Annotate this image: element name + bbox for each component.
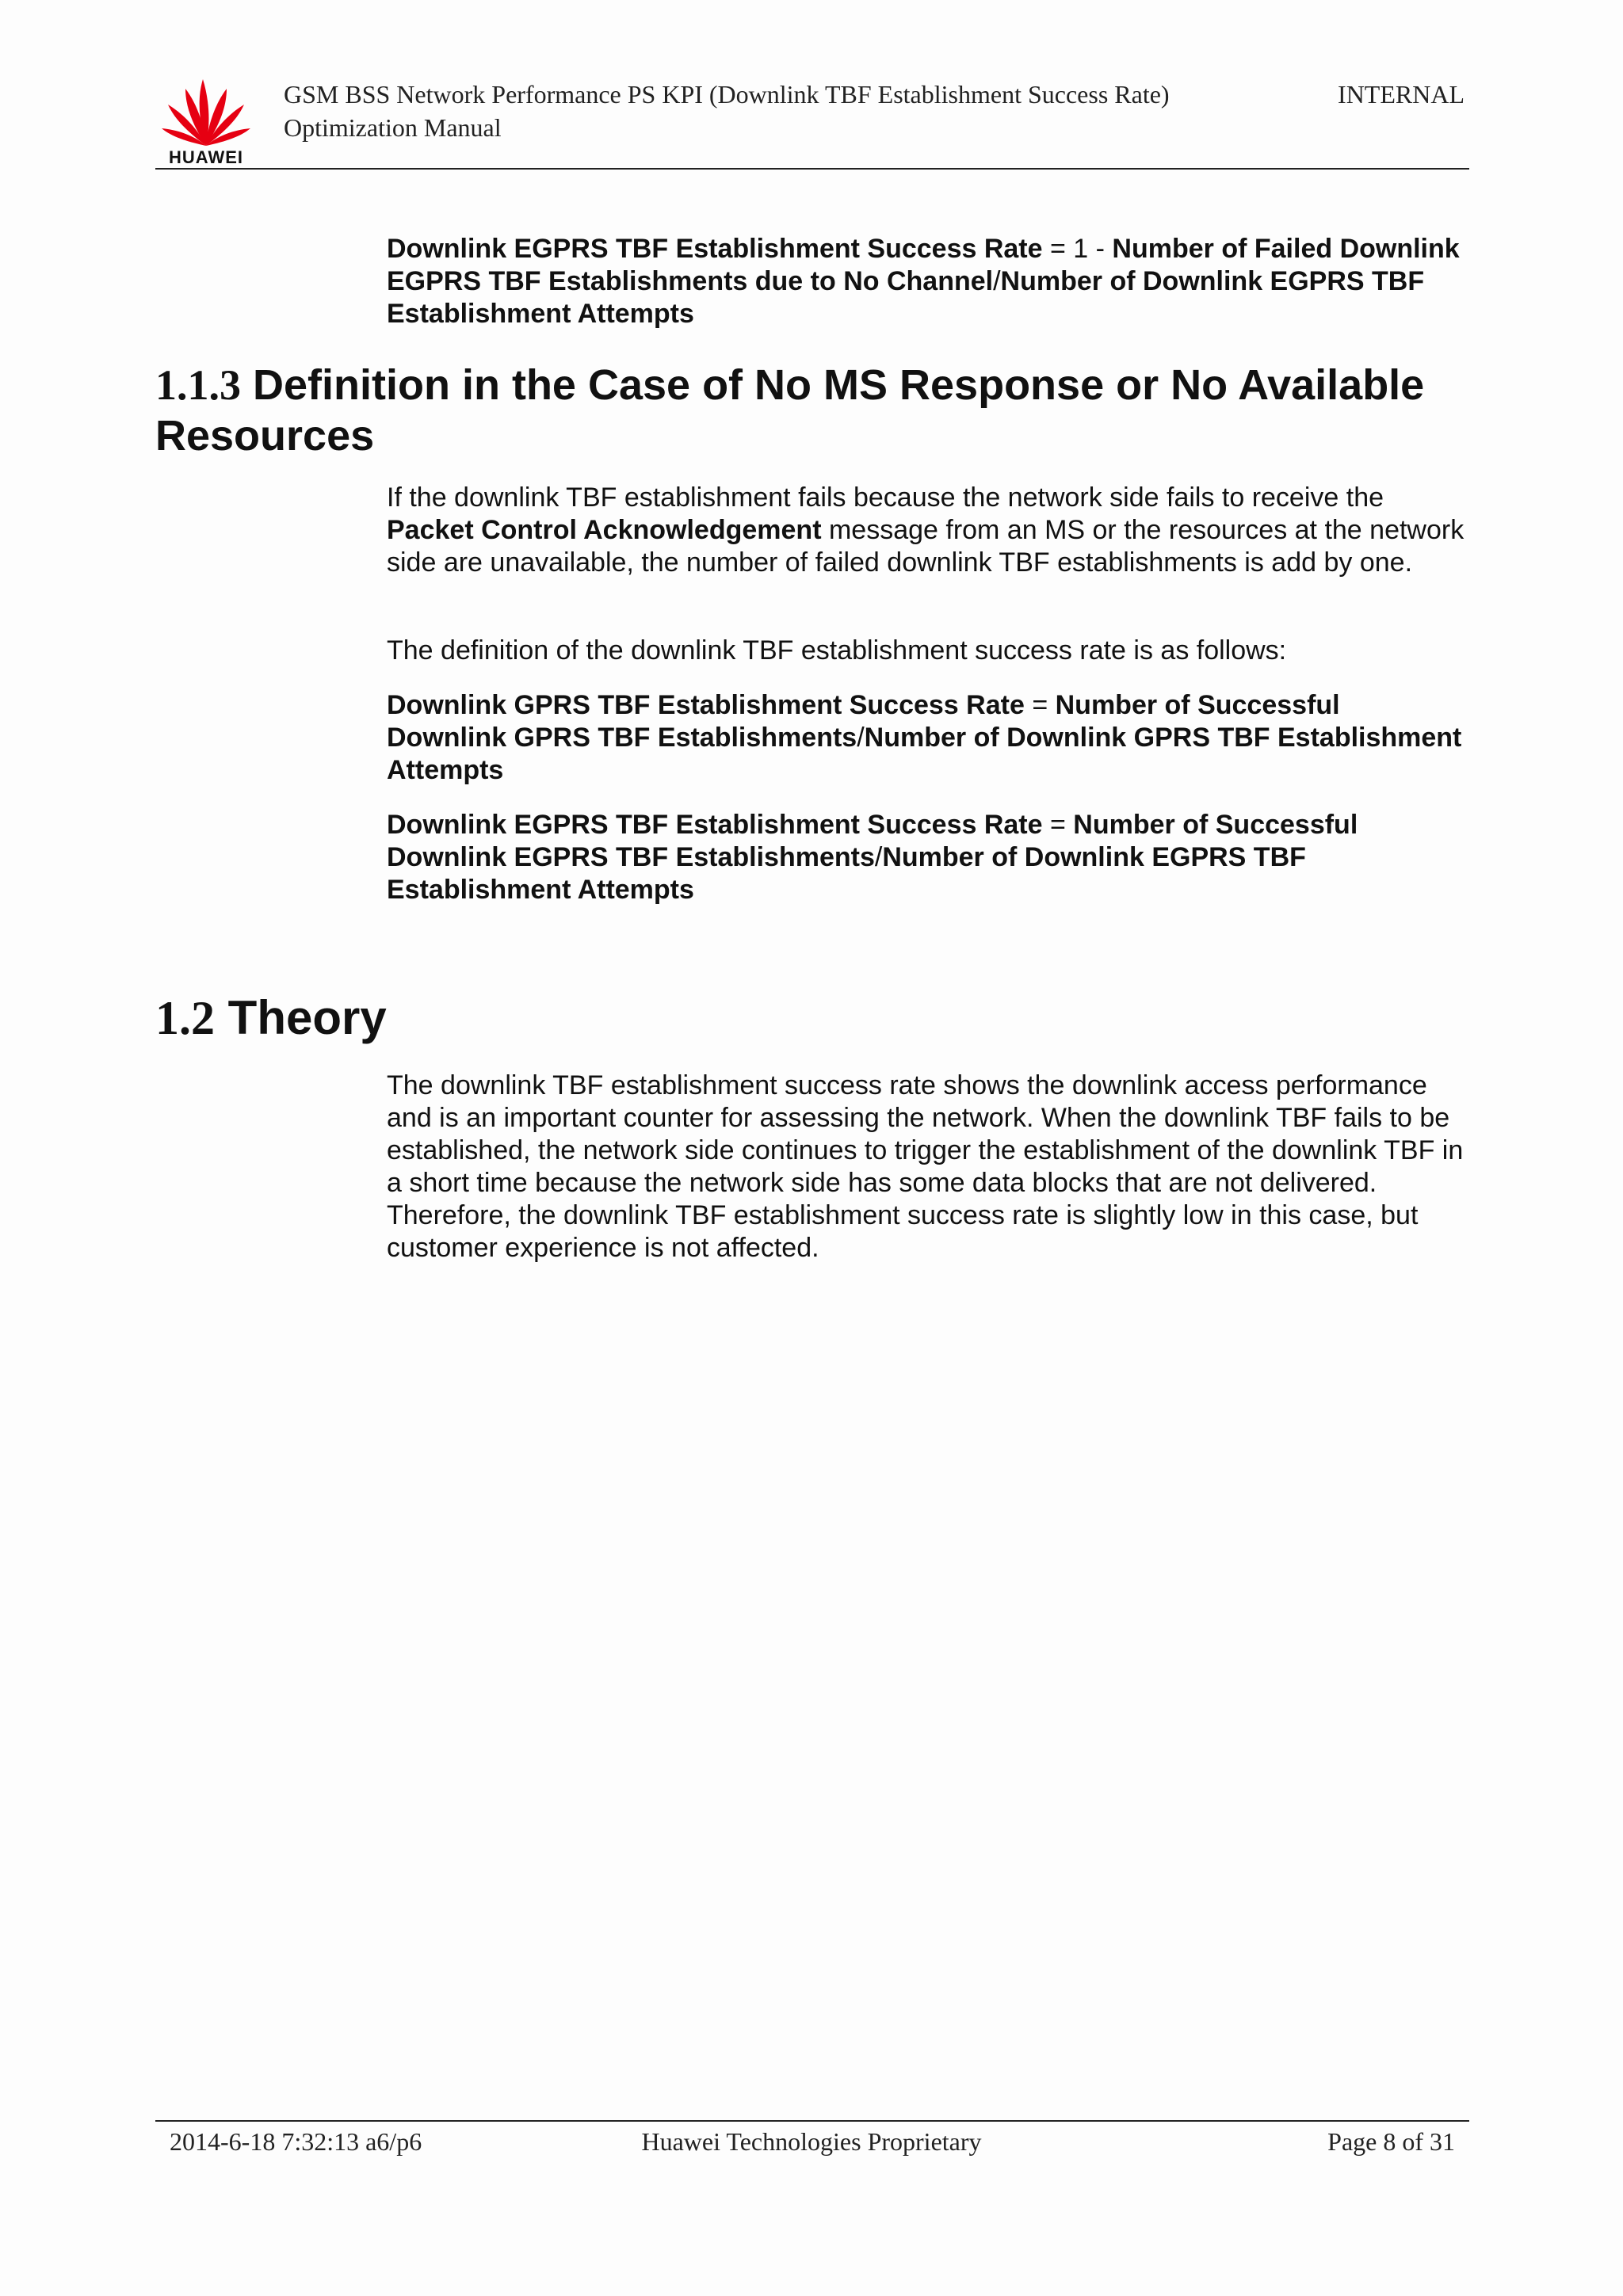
formula-egprs-no-channel xyxy=(387,233,1465,330)
formula-operator: = xyxy=(1042,810,1074,840)
formula-gprs-success-rate xyxy=(387,689,1465,787)
paragraph-theory xyxy=(387,1070,1465,1264)
formula-term: Number of Downlink GPRS TBF Establishment Attempts xyxy=(387,723,1462,785)
section-heading-1-2 xyxy=(155,990,1471,1046)
formula-term: Number of Successful Downlink EGPRS TBF Establishments xyxy=(387,810,1358,872)
formula-term: Downlink GPRS TBF Establishment Success Rate xyxy=(387,690,1025,720)
paragraph-text: The definition of the downlink TBF establishment success rate is as follows: xyxy=(387,635,1287,666)
paragraph-text: message from an MS or the resources at the network side are unavailable, the number of failed downlink TBF establishments is add by one. xyxy=(387,515,1465,578)
classification-label: INTERNAL xyxy=(1338,80,1465,109)
formula-operator: = 1 - xyxy=(1042,234,1113,264)
document-title xyxy=(284,78,1314,144)
section-title: Theory xyxy=(227,991,387,1044)
footer-timestamp: 2014-6-18 7:32:13 a6/p6 xyxy=(170,2127,422,2156)
formula-operator: / xyxy=(874,842,883,872)
message-name: Packet Control Acknowledgement xyxy=(387,515,822,545)
formula-term: Downlink EGPRS TBF Establishment Success Rate xyxy=(387,810,1043,840)
paragraph-text: The downlink TBF establishment success rate shows the downlink access performance and is an important counter for assessing the network. When the downlink TBF fails to be established, the network side continues to trigger the establishment of the downlink TBF in a short time because the network side has some data blocks that are not delivered. Therefore, the downlink TBF establishment success rate is slightly low in this case, but customer experience is not affected. xyxy=(387,1070,1464,1263)
formula-operator: / xyxy=(993,266,1001,296)
page-header xyxy=(155,73,1469,171)
footer-page-number: Page 8 of 31 xyxy=(1327,2127,1455,2156)
footer-proprietary-notice: Huawei Technologies Proprietary xyxy=(641,2127,982,2156)
paragraph-text: If the downlink TBF establishment fails because the network side fails to receive the xyxy=(387,482,1384,513)
formula-term: Number of Downlink EGPRS TBF Establishment Attempts xyxy=(387,842,1306,905)
paragraph-definition-intro xyxy=(387,635,1465,667)
huawei-logo xyxy=(155,73,257,171)
formula-term: Number of Successful Downlink GPRS TBF Establishments xyxy=(387,690,1340,753)
section-heading-1-1-3 xyxy=(155,360,1471,461)
logo-wordmark: HUAWEI xyxy=(169,147,243,167)
document-title-line2: Optimization Manual xyxy=(284,113,502,142)
formula-term: Number of Downlink EGPRS TBF Establishment Attempts xyxy=(387,266,1425,329)
formula-operator: / xyxy=(857,723,865,753)
paragraph-definition xyxy=(387,482,1465,579)
huawei-petals-icon xyxy=(162,76,250,149)
footer-divider xyxy=(155,2120,1469,2122)
document-title-line1: GSM BSS Network Performance PS KPI (Downlink TBF Establishment Success Rate) xyxy=(284,80,1170,109)
section-number: 1.1.3 xyxy=(155,361,241,409)
formula-term: Downlink EGPRS TBF Establishment Success Rate xyxy=(387,234,1043,264)
formula-term: Number of Failed Downlink EGPRS TBF Establishments due to No Channel xyxy=(387,234,1460,296)
header-divider xyxy=(155,168,1469,170)
section-title: Definition in the Case of No MS Response or No Available Resources xyxy=(155,361,1425,460)
formula-egprs-success-rate xyxy=(387,809,1465,906)
formula-operator: = xyxy=(1024,690,1056,720)
section-number: 1.2 xyxy=(155,992,215,1044)
